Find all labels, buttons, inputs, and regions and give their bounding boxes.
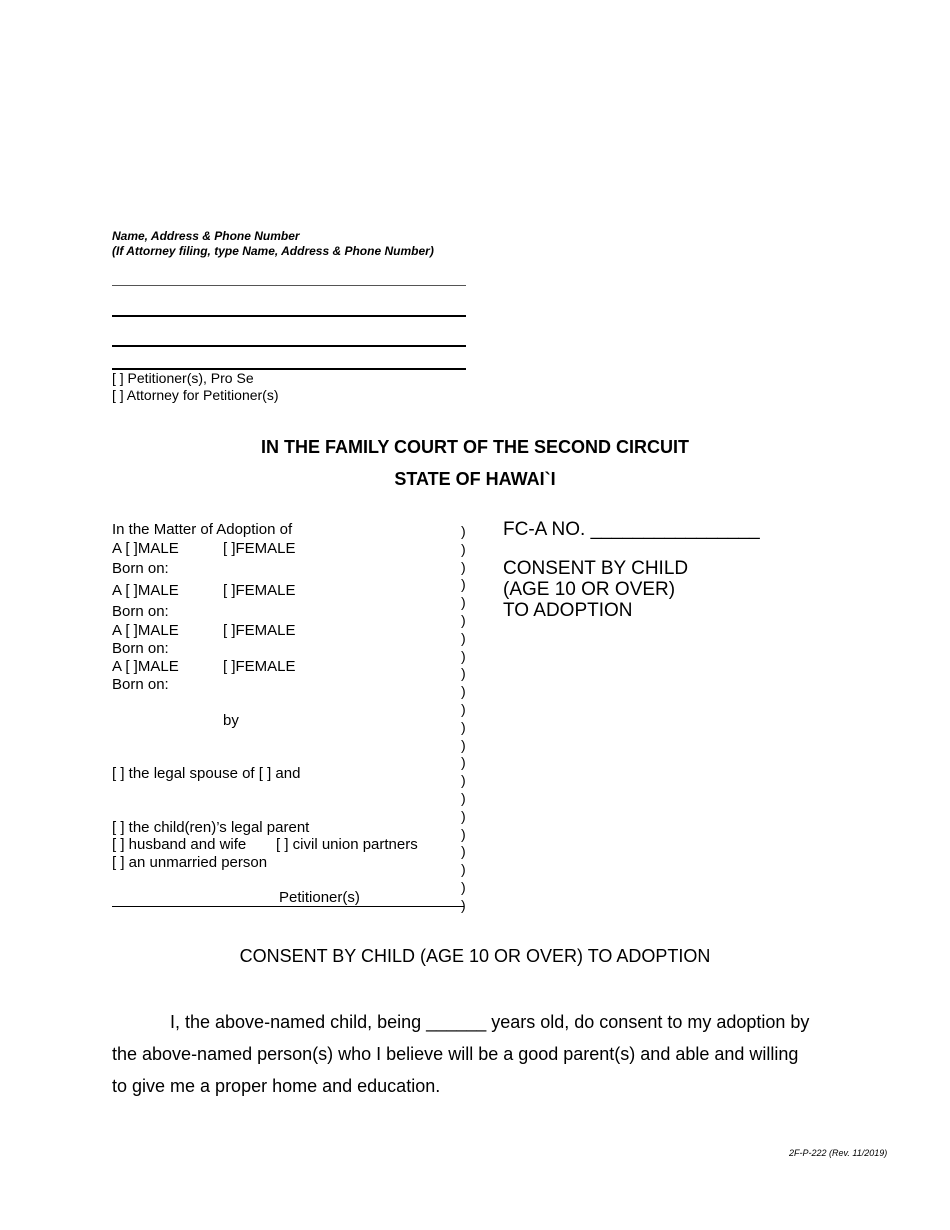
husband-wife-checkbox[interactable]: [ ] husband and wife [112,836,247,853]
child3-male-checkbox[interactable]: A [ ]MALE [112,622,179,639]
consent-paragraph-line-2: the above-named person(s) who I believe will be a good parent(s) and able and willing [112,1044,799,1064]
caption-paren: ) [461,843,466,860]
legal-parent-checkbox[interactable]: [ ] the child(ren)’s legal parent [112,819,310,836]
child4-male-checkbox[interactable]: A [ ]MALE [112,658,179,675]
child3-born-on: Born on: [112,640,169,657]
caption-paren: ) [461,683,466,700]
civil-union-checkbox[interactable]: [ ] civil union partners [276,836,418,853]
child1-male-checkbox[interactable]: A [ ]MALE [112,540,179,557]
child4-female-checkbox[interactable]: [ ]FEMALE [223,658,296,675]
caption-paren: ) [461,558,466,575]
caption-paren: ) [461,665,466,682]
child2-born-on: Born on: [112,603,169,620]
caption-paren: ) [461,861,466,878]
caption-paren: ) [461,701,466,717]
case-number-field[interactable]: FC-A NO. ________________ [503,519,760,540]
caption-paren: ) [461,718,466,735]
case-title-line-3: TO ADOPTION [503,600,633,621]
caption-paren: ) [461,736,466,753]
filer-label: Name, Address & Phone Number [112,229,300,243]
filer-label-note: (If Attorney filing, type Name, Address & Phone Number) [112,244,434,258]
caption-paren: ) [461,540,466,557]
caption-paren: ) [461,754,466,771]
caption-paren: ) [461,772,466,789]
caption-paren: ) [461,825,466,842]
caption-paren: ) [461,612,466,628]
court-name: IN THE FAMILY COURT OF THE SECOND CIRCUIT [260,437,690,457]
case-title-line-1: CONSENT BY CHILD [503,558,689,579]
child4-born-on: Born on: [112,676,169,693]
matter-label: In the Matter of Adoption of [112,521,293,538]
caption-paren: ) [461,576,466,593]
caption-paren: ) [461,647,466,664]
filer-line-3[interactable] [112,345,466,347]
consent-paragraph-line-3: to give me a proper home and education. [112,1076,441,1096]
form-number: 2F-P-222 (Rev. 11/2019) [789,1148,888,1158]
attorney-checkbox[interactable]: [ ] Attorney for Petitioner(s) [112,387,279,403]
document-heading: CONSENT BY CHILD (AGE 10 OR OVER) TO ADOPTION [239,946,711,966]
legal-spouse-checkbox[interactable]: [ ] the legal spouse of [ ] and [112,765,301,782]
caption-paren: ) [461,594,466,611]
petitioner-pro-se-checkbox[interactable]: [ ] Petitioner(s), Pro Se [112,370,254,386]
consent-paragraph-line-1: I, the above-named child, being ______ years old, do consent to my adoption by [170,1012,810,1032]
case-title-line-2: (AGE 10 OR OVER) [503,579,676,600]
filer-line-2[interactable] [112,315,466,317]
caption-paren: ) [461,807,466,824]
child1-born-on: Born on: [112,560,169,577]
caption-paren: ) [461,523,466,539]
child2-female-checkbox[interactable]: [ ]FEMALE [223,582,296,599]
by-label: by [223,712,239,729]
unmarried-checkbox[interactable]: [ ] an unmarried person [112,854,268,871]
court-state: STATE OF HAWAI`I [394,469,556,489]
caption-paren: ) [461,896,466,913]
child2-male-checkbox[interactable]: A [ ]MALE [112,582,179,599]
child1-female-checkbox[interactable]: [ ]FEMALE [223,540,296,557]
caption-paren: ) [461,879,466,895]
caption-paren: ) [461,790,466,806]
child3-female-checkbox[interactable]: [ ]FEMALE [223,622,296,639]
filer-line-1[interactable] [112,285,466,286]
petitioners-label: Petitioner(s) [279,889,360,906]
caption-paren: ) [461,629,466,646]
